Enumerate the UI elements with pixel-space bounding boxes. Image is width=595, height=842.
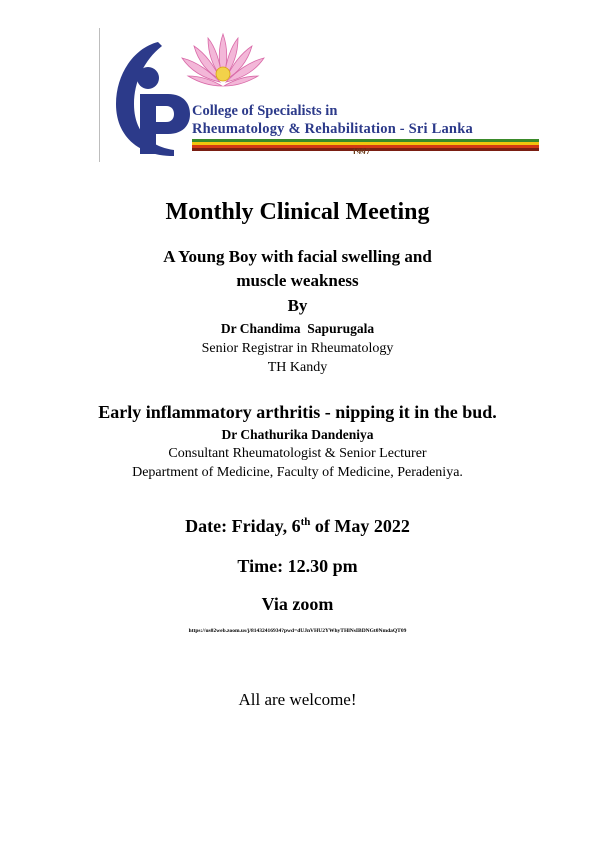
talk2-speaker-position: Consultant Rheumatologist & Senior Lecturer xyxy=(168,446,427,461)
page-title: Monthly Clinical Meeting xyxy=(165,199,430,225)
meeting-date xyxy=(0,516,595,537)
date-ordinal-suffix: th xyxy=(300,516,311,528)
date-suffix: of May 2022 xyxy=(310,516,410,536)
talk1-title-line1: A Young Boy with facial swelling and xyxy=(163,247,432,266)
talk2-title: Early inflammatory arthritis - nipping it in the bud. xyxy=(98,402,497,422)
by-label: By xyxy=(287,296,308,315)
talk1-speaker-name: Dr Chandima Sapurugala xyxy=(220,321,375,336)
meeting-time: Time: 12.30 pm xyxy=(237,556,358,576)
talk2-speaker-department: Department of Medicine, Faculty of Medicine, Peradeniya. xyxy=(132,465,463,480)
meeting-venue: Via zoom xyxy=(261,594,334,614)
founding-year: 1997 xyxy=(352,148,370,154)
lotus-flower-icon xyxy=(178,30,268,94)
date-prefix: Date: Friday, 6 xyxy=(185,516,301,536)
talk1-speaker-position: Senior Registrar in Rheumatology xyxy=(201,341,394,356)
org-name-line2: Rheumatology & Rehabilitation - Sri Lanka xyxy=(192,121,473,137)
talk1-title xyxy=(0,245,595,293)
talk2-speaker-name: Dr Chathurika Dandeniya xyxy=(221,427,374,442)
talk1-title-line2: muscle weakness xyxy=(236,271,359,290)
welcome-message: All are welcome! xyxy=(238,690,357,709)
talk1-speaker-institution: TH Kandy xyxy=(267,360,328,375)
org-name-line1: College of Specialists in xyxy=(192,103,338,119)
zoom-link[interactable]: https://us02web.zoom.us/j/81432416934?pwd=dUJnVHU2YWhyTHlNsIBDNGt0NmdaQT09 xyxy=(188,628,407,634)
